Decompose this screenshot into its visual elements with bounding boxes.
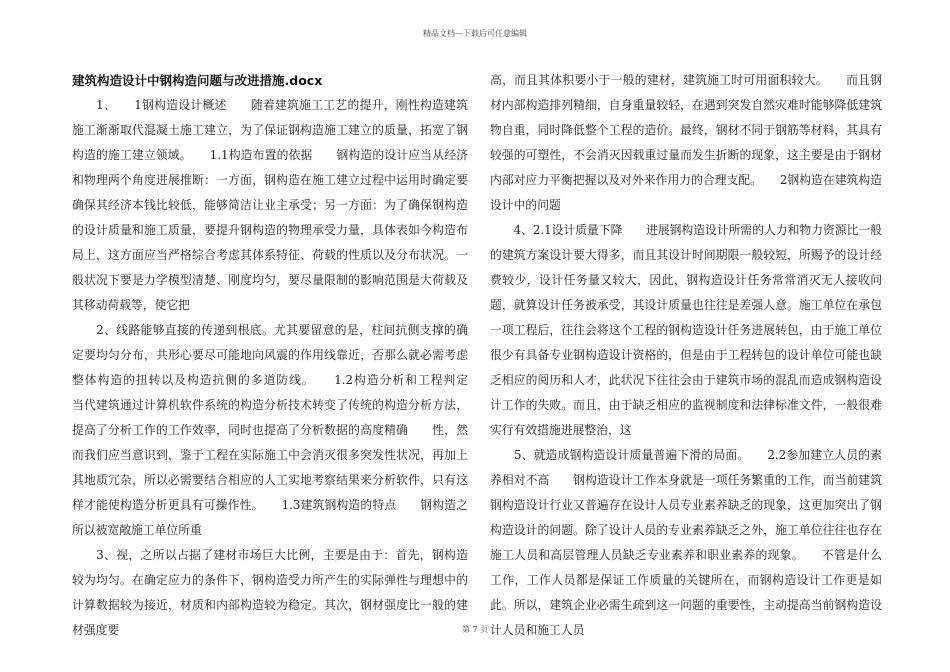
paragraph-2: 2、线路能够直接的传递到根底。尤其要留意的是，柱间抗侧支撑的确定要均匀分布，共形心要尽可能地向风震的作用线靠近，否那么就必需考虑整体构造的扭转以及构造抗侧的多道防线。 1.2构造分析和工程判定 当代建筑通过计算机软件系统的构造分析技术转变了传统的构造分析方法，提高了分析工作的工作效率，同时也提高了分析数据的高度精确 性，然而我们应当意识到，鉴于工程在实际施工中会消灭很多突发性状况，再加上其地质冗杂，所以必需要结合相应的人工实地考察结果来分析软件，只有这样才能使构造分析更具有可操作性。 1.3建筑钢构造的特点 钢构造之所以被宽敞施工单位所重 (72, 323, 492, 537)
right-column (490, 68, 882, 643)
paragraph-4: 4、2.1设计质量下降 进展钢构造设计所需的人力和物力资源比一般的建筑方案设计要大得多，而且其设计时间期限一般较短，所赐予的设计经费较少，设计任务量又较大，因此，钢构造设计任务常常消灭无人接收问题，就算设计任务被承受，其设计质量也往往是差强人意。施工单位在承包一项工程后，往往会将这个工程的钢构造设计任务进展转包，由于施工单位很少有具备专业钢构造设计资格的，但是由于工程转包的设计单位可能也缺乏相应的阅历和人才，此状况下往往会由于建筑市场的混乱而造成钢构造设计工作的失败。而且，由于缺乏相应的监视制度和法律标准文件，一般很难实行有效措施进展整治，这 (490, 223, 882, 437)
paragraph-3-continued: 高，而且其体积要小于一般的建材，建筑施工时可用面积较大。 而且钢材内部构造排列精细，自身重量较轻，在遇到突发自然灾难时能够降低建筑物自重，同时降低整个工程的造价。最终，钢材不同于钢筋等材料，其具有较强的可塑性，不会消灭因载重过量而发生折断的现象，这主要是由于钢材内部对应力平衡把握以及对外来作用力的合理支配。 2钢构造在建筑构造设计中的问题 (490, 73, 882, 212)
page-number: 第 7 页 (461, 625, 489, 634)
paragraph-5: 5、就造成钢构造设计质量普遍下滑的局面。 2.2参加建立人员的素养相对不高 钢构造设计工作本身就是一项任务繁重的工作，而当前建筑钢构造设计行业又普遍存在设计人员专业素养缺乏的现象，这更加突出了钢构造设计的问题。除了设计人员的专业素养缺乏之外，施工单位往往也存在施工人员和高层管理人员缺乏专业素养和职业素养的现象。 不管是什么工作，工作人员都是保证工作质量的关键所在，而钢构造设计工作更是如此。所以，建筑企业必需生疏到这一问题的重要性，主动提高当前钢构造设计人员和施工人员 (490, 448, 882, 637)
paragraph-3: 3、视，之所以占据了建材市场巨大比例，主要是由于：首先，钢构造较为均匀。在确定应力的条件下，钢构造受力所产生的实际弹性与理想中的计算数据较为接近，材质和内部构造较为稳定。其次，钢材强度比一般的建材强度要 (72, 548, 468, 637)
document-title: 建筑构造设计中钢构造问题与改进措施.docx (72, 73, 323, 88)
page-header: 精品文档—下载后可任意编辑 (423, 29, 527, 38)
paragraph-1: 1、 1钢构造设计概述 随着建筑施工工艺的提升，刚性构造建筑施工渐渐取代混凝土施工建立，为了保证钢构造施工建立的质量，拓宽了钢构造的施工建立领域。 1.1构造布置的依据 钢构造的设计应当从经济和物理两个角度进展推断：一方面，钢构造在施工建立过程中运用时确定要确保其经济本钱比较低，能够简洁让业主承受；另一方面：为了确保钢构造的设计质量和施工质量，要提升钢构造的物理承受力量，具体表如今构造布局上，这方面应当严格综合考虑其体系特征、荷载的性质以及分布状况。一般状况下要是力学模型清楚、刚度均匀，要尽量限制的影响范围是大荷载及其移动荷载等，使它把 (72, 98, 468, 312)
